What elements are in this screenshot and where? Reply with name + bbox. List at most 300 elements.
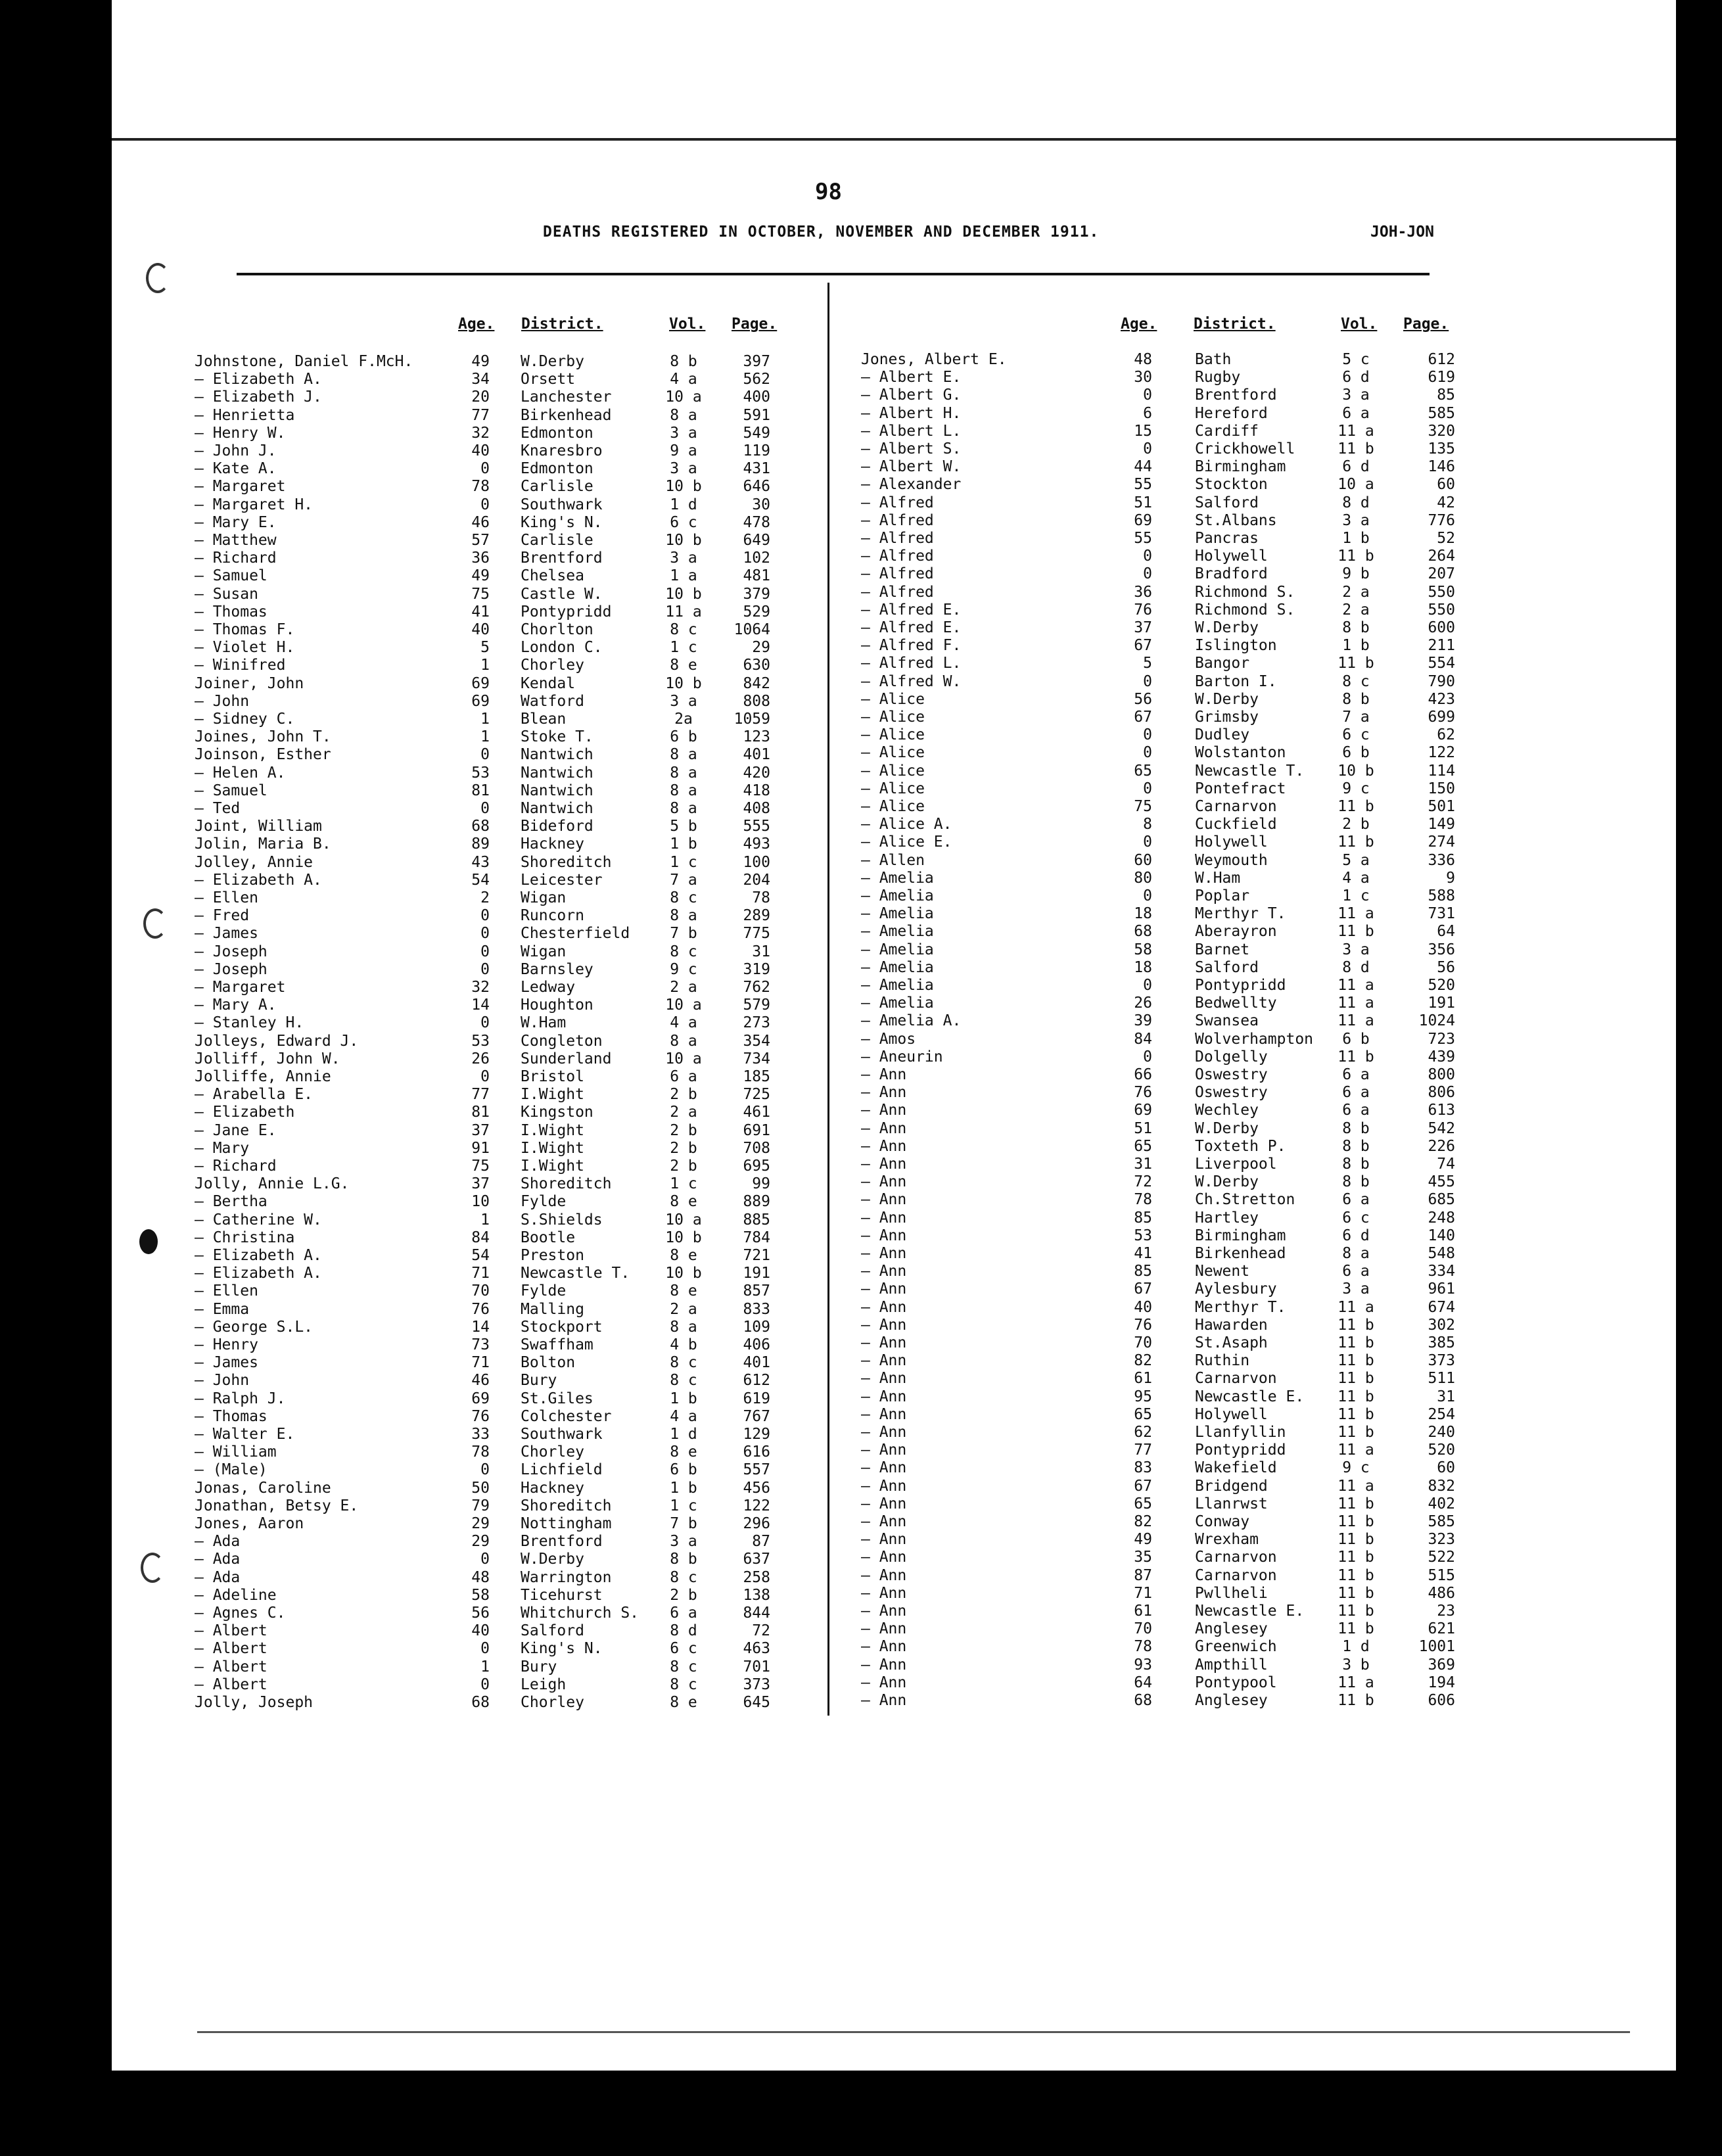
entry-page: 42	[1437, 494, 1455, 511]
entry-district: I.Wight	[521, 1158, 584, 1175]
right-entry-row	[0, 1674, 1722, 1692]
entry-district: King's N.	[521, 1640, 603, 1658]
entry-vol: 8 e	[670, 1282, 697, 1300]
entry-age: 77	[471, 406, 490, 424]
entry-age: 0	[480, 1551, 490, 1568]
entry-vol: 7 a	[670, 871, 697, 889]
entry-page: 211	[1428, 637, 1455, 655]
entry-name: — Alice	[861, 690, 925, 708]
entry-page: 122	[743, 1497, 770, 1514]
entry-name: — Elizabeth A.	[195, 1247, 322, 1264]
entry-vol: 6 a	[1342, 1066, 1370, 1083]
entry-page: 320	[1428, 422, 1455, 440]
entry-district: Castle W.	[521, 585, 603, 603]
entry-age: 71	[1134, 1584, 1152, 1602]
entry-age: 51	[1134, 494, 1152, 511]
entry-name: — Amelia	[861, 869, 934, 887]
entry-page: 529	[743, 603, 770, 621]
entry-age: 0	[1143, 440, 1152, 457]
entry-name: — Elizabeth A.	[195, 871, 322, 889]
entry-page: 612	[1428, 351, 1455, 368]
entry-age: 76	[1134, 601, 1152, 619]
entry-vol: 9 c	[670, 960, 697, 978]
entry-vol: 10 b	[665, 585, 702, 603]
entry-page: 423	[1428, 690, 1455, 708]
entry-district: Birkenhead	[1195, 1245, 1286, 1262]
entry-vol: 10 a	[665, 1211, 702, 1229]
entry-name: — Ann	[861, 1173, 907, 1191]
entry-district: Aberayron	[1195, 923, 1277, 941]
entry-name: — Ann	[861, 1334, 907, 1351]
entry-age: 65	[1134, 762, 1152, 780]
right-entry-row	[0, 923, 1722, 941]
entry-page: 274	[1428, 833, 1455, 851]
entry-age: 0	[480, 1640, 490, 1658]
entry-page: 613	[1428, 1102, 1455, 1119]
entry-name: Johnstone, Daniel F.McH.	[195, 353, 413, 370]
entry-name: — Adeline	[195, 1586, 277, 1604]
entry-vol: 5 c	[1342, 351, 1370, 368]
entry-vol: 8 e	[670, 1193, 697, 1211]
entry-age: 51	[1134, 1119, 1152, 1137]
entry-age: 70	[471, 1282, 490, 1300]
entry-name: Jolly, Joseph	[195, 1694, 314, 1711]
entry-vol: 11 b	[1338, 923, 1374, 941]
entry-district: Wigan	[521, 889, 567, 906]
entry-district: Wolverhampton	[1195, 1030, 1314, 1048]
right-age-header: Age.	[1121, 316, 1157, 333]
entry-name: — Ann	[861, 1656, 907, 1674]
entry-page: 616	[743, 1443, 770, 1461]
entry-vol: 11 b	[1338, 1316, 1374, 1334]
entry-age: 60	[1134, 851, 1152, 869]
entry-age: 41	[1134, 1245, 1152, 1262]
right-entry-row	[0, 1459, 1722, 1477]
right-entry-row	[0, 709, 1722, 726]
entry-vol: 8 a	[670, 1318, 697, 1336]
entry-age: 0	[480, 800, 490, 817]
entry-age: 0	[1143, 1048, 1152, 1066]
entry-name: — Albert W.	[861, 458, 962, 476]
entry-district: Carlisle	[521, 532, 593, 549]
right-entry-row	[0, 1424, 1722, 1441]
entry-age: 0	[480, 746, 490, 764]
entry-district: Conway	[1195, 1513, 1250, 1530]
entry-district: Newcastle T.	[521, 1265, 630, 1282]
entry-name: — Violet H.	[195, 639, 295, 657]
entry-age: 55	[1134, 530, 1152, 547]
entry-name: — Thomas	[195, 1407, 268, 1425]
entry-name: Jones, Albert E.	[861, 351, 1007, 368]
entry-page: 87	[752, 1533, 770, 1551]
entry-vol: 8 a	[670, 782, 697, 799]
entry-vol: 6 c	[1342, 726, 1370, 744]
entry-age: 56	[471, 1605, 490, 1622]
entry-age: 50	[471, 1479, 490, 1497]
right-district-header: District.	[1194, 316, 1276, 333]
right-entry-row	[0, 476, 1722, 494]
entry-page: 60	[1437, 1459, 1455, 1477]
entry-page: 621	[1428, 1620, 1455, 1638]
entry-page: 857	[743, 1282, 770, 1300]
entry-district: Llanrwst	[1195, 1495, 1268, 1512]
right-entry-row	[0, 548, 1722, 565]
entry-page: 408	[743, 800, 770, 817]
entry-name: — Amelia	[861, 923, 934, 941]
entry-district: W.Derby	[1195, 619, 1259, 636]
right-entry-row	[0, 1334, 1722, 1352]
entry-age: 0	[480, 943, 490, 960]
entry-district: Anglesey	[1195, 1692, 1268, 1709]
entry-page: 844	[743, 1605, 770, 1622]
entry-vol: 1 a	[670, 567, 697, 585]
right-entry-row	[0, 780, 1722, 798]
entry-age: 1	[480, 711, 490, 728]
entry-name: — Ann	[861, 1424, 907, 1441]
entry-page: 606	[1428, 1692, 1455, 1709]
entry-name: Joines, John T.	[195, 728, 331, 746]
entry-age: 75	[471, 1158, 490, 1175]
entry-age: 0	[1143, 565, 1152, 583]
entry-page: 264	[1428, 548, 1455, 565]
entry-vol: 6 c	[670, 1640, 697, 1658]
entry-page: 52	[1437, 530, 1455, 547]
entry-age: 0	[1143, 780, 1152, 797]
entry-district: Greenwich	[1195, 1638, 1277, 1656]
entry-district: Chelsea	[521, 567, 584, 585]
right-entry-row	[0, 1173, 1722, 1191]
right-entry-row	[0, 1048, 1722, 1066]
entry-name: — Ann	[861, 1638, 907, 1656]
entry-name: Jolin, Maria B.	[195, 835, 331, 853]
entry-name: Jolly, Annie L.G.	[195, 1175, 350, 1193]
entry-district: Ticehurst	[521, 1586, 603, 1604]
entry-age: 84	[471, 1229, 490, 1246]
right-entry-row	[0, 1478, 1722, 1495]
entry-district: Blean	[521, 711, 567, 728]
entry-age: 32	[471, 979, 490, 996]
entry-name: — Ann	[861, 1352, 907, 1370]
right-entry-row	[0, 744, 1722, 762]
entry-page: 842	[743, 674, 770, 692]
entry-name: — Ann	[861, 1298, 907, 1316]
entry-name: — Ann	[861, 1674, 907, 1691]
entry-vol: 1 c	[1342, 887, 1370, 904]
entry-page: 808	[743, 692, 770, 710]
entry-name: Jolley, Annie	[195, 853, 314, 871]
right-entry-row	[0, 1245, 1722, 1263]
entry-page: 400	[743, 388, 770, 406]
entry-vol: 11 a	[1338, 422, 1374, 440]
entry-age: 29	[471, 1515, 490, 1532]
entry-page: 439	[1428, 1048, 1455, 1066]
entry-vol: 10 a	[665, 996, 702, 1014]
entry-district: I.Wight	[521, 1139, 584, 1157]
entry-vol: 11 b	[1338, 1352, 1374, 1370]
right-entry-row	[0, 762, 1722, 780]
entry-page: 455	[1428, 1173, 1455, 1191]
entry-vol: 11 a	[1338, 1674, 1374, 1691]
entry-district: Pontypridd	[521, 603, 612, 621]
entry-age: 70	[1134, 1334, 1152, 1351]
entry-page: 731	[1428, 905, 1455, 923]
entry-vol: 8 b	[670, 353, 697, 370]
entry-vol: 8 c	[670, 1676, 697, 1693]
entry-page: 226	[1428, 1137, 1455, 1155]
entry-district: Barnet	[1195, 941, 1250, 958]
entry-page: 289	[743, 907, 770, 925]
binder-hole-mark	[143, 908, 167, 939]
entry-page: 248	[1428, 1209, 1455, 1227]
entry-district: W.Ham	[521, 1014, 567, 1032]
entry-age: 37	[471, 1175, 490, 1193]
entry-page: 630	[743, 657, 770, 674]
entry-age: 64	[1134, 1674, 1152, 1691]
right-entry-row	[0, 1031, 1722, 1048]
entry-vol: 11 a	[1338, 1012, 1374, 1030]
entry-district: Bristol	[521, 1068, 584, 1085]
entry-district: Malling	[521, 1300, 584, 1318]
entry-page: 146	[1428, 458, 1455, 476]
entry-name: — Alice A.	[861, 816, 952, 833]
entry-vol: 5 b	[670, 818, 697, 835]
entry-district: Shoreditch	[521, 1497, 612, 1514]
entry-district: Pontypridd	[1195, 1441, 1286, 1459]
entry-age: 69	[471, 1390, 490, 1407]
entry-age: 20	[471, 388, 490, 406]
entry-name: — Ann	[861, 1459, 907, 1477]
entry-age: 95	[1134, 1388, 1152, 1405]
entry-page: 520	[1428, 977, 1455, 994]
entry-age: 56	[1134, 690, 1152, 708]
entry-page: 725	[743, 1086, 770, 1104]
entry-district: Bath	[1195, 351, 1232, 368]
entry-vol: 11 a	[1338, 1441, 1374, 1459]
entry-district: Wrexham	[1195, 1531, 1259, 1549]
entry-district: Poplar	[1195, 887, 1250, 904]
entry-vol: 11 b	[1338, 833, 1374, 851]
entry-age: 49	[471, 567, 490, 585]
entry-district: Holywell	[1195, 1405, 1268, 1423]
entry-vol: 2 b	[670, 1086, 697, 1104]
entry-age: 82	[1134, 1513, 1152, 1530]
entry-age: 68	[471, 818, 490, 835]
entry-page: 833	[743, 1300, 770, 1318]
entry-age: 0	[480, 907, 490, 925]
entry-vol: 4 a	[1342, 869, 1370, 887]
entry-district: Birmingham	[1195, 458, 1286, 476]
entry-district: Edmonton	[521, 424, 593, 442]
right-entry-row	[0, 1495, 1722, 1513]
entry-vol: 11 a	[665, 603, 702, 621]
entry-district: Pancras	[1195, 530, 1259, 547]
entry-page: 74	[1437, 1156, 1455, 1173]
entry-age: 0	[480, 1461, 490, 1479]
entry-age: 34	[471, 371, 490, 388]
entry-district: Nantwich	[521, 782, 593, 799]
entry-age: 54	[471, 1247, 490, 1264]
entry-name: — Amelia	[861, 958, 934, 976]
entry-name: Jonas, Caroline	[195, 1479, 331, 1497]
entry-district: Southwark	[521, 1426, 603, 1443]
entry-page: 585	[1428, 404, 1455, 422]
entry-page: 961	[1428, 1280, 1455, 1298]
entry-name: — Amelia	[861, 941, 934, 958]
entry-page: 1024	[1418, 1012, 1455, 1030]
right-entry-row	[0, 1299, 1722, 1317]
entry-vol: 1 c	[670, 639, 697, 657]
entry-vol: 7 b	[670, 1515, 697, 1532]
entry-name: — Aneurin	[861, 1048, 943, 1066]
entry-page: 456	[743, 1479, 770, 1497]
entry-name: — Margaret	[195, 478, 286, 496]
entry-age: 31	[1134, 1156, 1152, 1173]
page-title: DEATHS REGISTERED IN OCTOBER, NOVEMBER AND DECEMBER 1911.	[543, 223, 1100, 241]
right-entry-row	[0, 1120, 1722, 1138]
entry-vol: 10 b	[665, 1229, 702, 1246]
entry-district: Chorley	[521, 1694, 584, 1711]
entry-vol: 3 a	[670, 1533, 697, 1551]
entry-name: — Ann	[861, 1280, 907, 1298]
entry-age: 26	[471, 1050, 490, 1067]
entry-age: 72	[1134, 1173, 1152, 1191]
entry-age: 75	[471, 585, 490, 603]
entry-page: 140	[1428, 1227, 1455, 1244]
entry-page: 319	[743, 960, 770, 978]
entry-page: 85	[1437, 387, 1455, 404]
entry-name: — Ann	[861, 1370, 907, 1388]
entry-name: — Ann	[861, 1191, 907, 1209]
entry-district: Ledway	[521, 979, 576, 996]
entry-name: — George S.L.	[195, 1318, 314, 1336]
entry-vol: 8 c	[670, 943, 697, 960]
entry-name: — Ann	[861, 1603, 907, 1620]
entry-age: 79	[471, 1497, 490, 1514]
entry-district: Ch.Stretton	[1195, 1191, 1295, 1209]
entry-page: 806	[1428, 1084, 1455, 1102]
entry-vol: 4 a	[670, 371, 697, 388]
entry-name: — Albert	[195, 1658, 268, 1676]
entry-page: 150	[1428, 780, 1455, 797]
entry-name: — Ann	[861, 1405, 907, 1423]
entry-vol: 11 a	[1338, 1298, 1374, 1316]
entry-vol: 8 a	[670, 800, 697, 817]
entry-page: 554	[1428, 655, 1455, 672]
entry-page: 99	[752, 1175, 770, 1193]
entry-vol: 8 a	[670, 746, 697, 764]
right-entry-row	[0, 905, 1722, 923]
entry-age: 67	[1134, 709, 1152, 726]
entry-name: — Henry	[195, 1336, 258, 1353]
entry-page: 520	[1428, 1441, 1455, 1459]
entry-page: 185	[743, 1068, 770, 1085]
entry-district: Oswestry	[1195, 1084, 1268, 1102]
entry-vol: 11 b	[1338, 655, 1374, 672]
entry-name: — Allen	[861, 851, 925, 869]
entry-age: 48	[1134, 351, 1152, 368]
entry-vol: 4 b	[670, 1336, 697, 1353]
right-vol-header: Vol.	[1341, 316, 1378, 333]
entry-name: — Matthew	[195, 532, 277, 549]
right-entry-row	[0, 1406, 1722, 1424]
entry-name: — John J.	[195, 442, 277, 459]
entry-age: 53	[471, 764, 490, 782]
entry-age: 76	[471, 1300, 490, 1318]
entry-age: 44	[1134, 458, 1152, 476]
entry-vol: 2 b	[670, 1121, 697, 1139]
entry-district: Bury	[521, 1372, 557, 1390]
right-entry-row	[0, 1209, 1722, 1227]
entry-district: St.Giles	[521, 1390, 593, 1407]
entry-page: 612	[743, 1372, 770, 1390]
entry-name: — Alfred E.	[861, 601, 962, 619]
entry-name: — Winifred	[195, 657, 286, 674]
entry-name: — Ann	[861, 1084, 907, 1102]
entry-vol: 9 c	[1342, 1459, 1370, 1477]
entry-vol: 7 a	[1342, 709, 1370, 726]
entry-vol: 3 a	[1342, 387, 1370, 404]
entry-vol: 11 b	[1338, 1495, 1374, 1512]
entry-district: Houghton	[521, 996, 593, 1014]
entry-district: W.Derby	[521, 1551, 584, 1568]
entry-page: 258	[743, 1568, 770, 1586]
entry-age: 0	[1143, 548, 1152, 565]
entry-district: Stoke T.	[521, 728, 593, 746]
entry-vol: 11 b	[1338, 1048, 1374, 1066]
entry-age: 66	[1134, 1066, 1152, 1083]
entry-page: 273	[743, 1014, 770, 1032]
right-entry-row	[0, 1317, 1722, 1334]
entry-age: 0	[480, 496, 490, 513]
entry-vol: 6 d	[1342, 458, 1370, 476]
entry-name: — Ann	[861, 1137, 907, 1155]
entry-district: Hereford	[1195, 404, 1268, 422]
entry-vol: 11 b	[1338, 440, 1374, 457]
entry-name: — Alexander	[861, 476, 962, 494]
entry-age: 85	[1134, 1263, 1152, 1280]
entry-page: 254	[1428, 1405, 1455, 1423]
entry-name: — Alfred W.	[861, 672, 962, 690]
entry-district: Brentford	[1195, 387, 1277, 404]
entry-name: Jones, Aaron	[195, 1515, 304, 1532]
entry-age: 69	[1134, 1102, 1152, 1119]
entry-name: Joint, William	[195, 818, 322, 835]
entry-district: Cuckfield	[1195, 816, 1277, 833]
entry-district: Hackney	[521, 835, 584, 853]
entry-name: — Alfred L.	[861, 655, 962, 672]
entry-name: — Mary	[195, 1139, 250, 1157]
entry-name: — Albert G.	[861, 387, 962, 404]
entry-name: — Walter E.	[195, 1426, 295, 1443]
entry-age: 5	[1143, 655, 1152, 672]
entry-name: — Ann	[861, 1620, 907, 1638]
right-entry-row	[0, 870, 1722, 887]
entry-district: Oswestry	[1195, 1066, 1268, 1083]
entry-vol: 6 a	[670, 1605, 697, 1622]
left-page-header: Page.	[732, 316, 778, 333]
right-entry-row	[0, 959, 1722, 977]
entry-name: — Catherine W.	[195, 1211, 322, 1229]
entry-age: 61	[1134, 1370, 1152, 1388]
entry-vol: 1 b	[1342, 637, 1370, 655]
entry-age: 62	[1134, 1424, 1152, 1441]
entry-vol: 10 b	[665, 1265, 702, 1282]
entry-page: 767	[743, 1407, 770, 1425]
entry-age: 54	[471, 871, 490, 889]
entry-name: — Alice	[861, 780, 925, 797]
entry-name: — Margaret H.	[195, 496, 314, 513]
entry-district: Birmingham	[1195, 1227, 1286, 1244]
